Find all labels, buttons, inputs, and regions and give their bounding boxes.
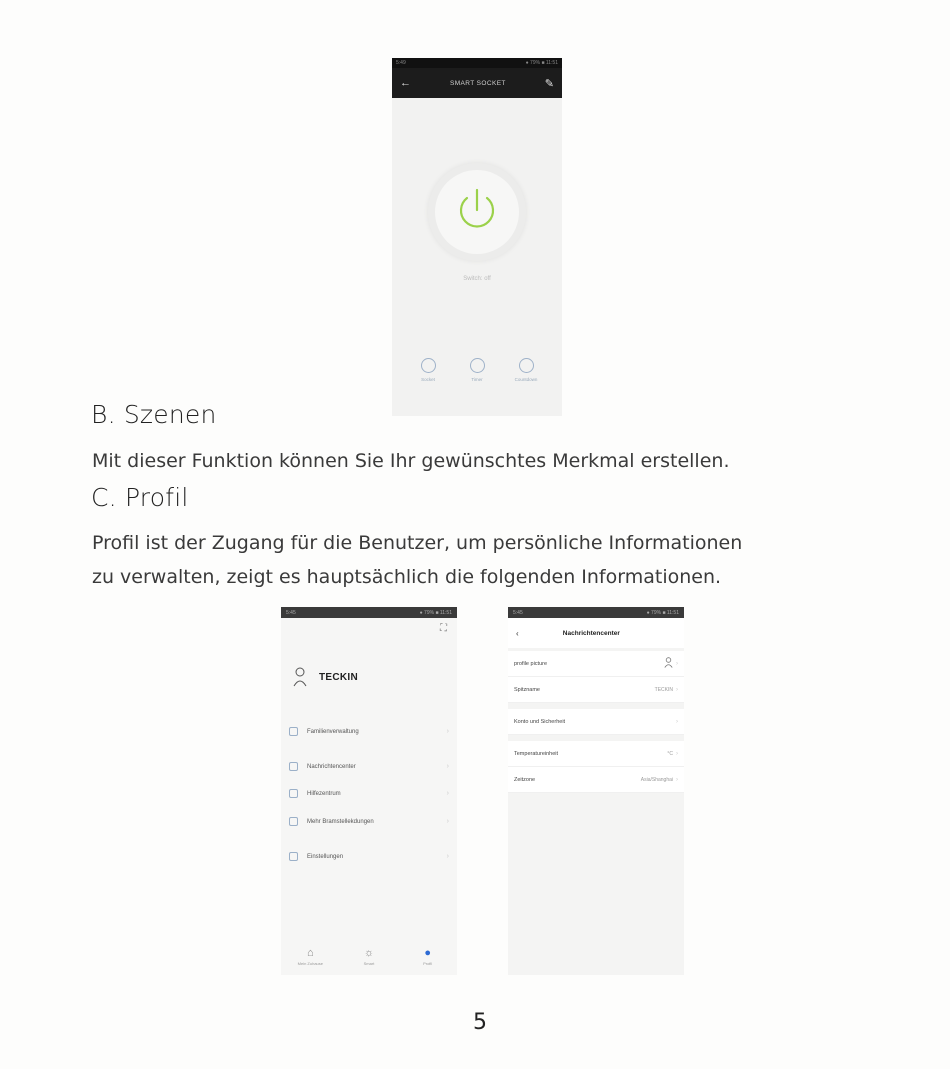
- tab-label: Mein Zuhause: [297, 961, 323, 966]
- menu-item-nachrichtencenter[interactable]: [289, 762, 449, 771]
- row-value: TECKIN: [654, 686, 673, 693]
- chevron-right-icon: ›: [676, 718, 678, 725]
- row-label: Spitzname: [514, 686, 540, 693]
- edit-pencil-icon[interactable]: ✎: [544, 77, 554, 90]
- status-time: 5:45: [513, 609, 523, 616]
- menu-item-mehr[interactable]: [289, 817, 449, 826]
- chevron-right-icon: ›: [676, 660, 678, 667]
- smart-tab-icon: ☼: [363, 947, 375, 959]
- tab-smart[interactable]: [349, 947, 389, 966]
- tab-profil[interactable]: [408, 947, 448, 966]
- row-profile-picture[interactable]: [508, 651, 684, 677]
- tool-socket[interactable]: [408, 358, 448, 382]
- power-button-face: [435, 170, 519, 254]
- chevron-right-icon: ›: [446, 728, 449, 735]
- row-label: Konto und Sicherheit: [514, 718, 566, 725]
- status-indicators: ● 79% ■ 11:51: [646, 609, 679, 616]
- avatar-icon: [664, 657, 673, 670]
- tool-timer[interactable]: [457, 358, 497, 382]
- menu-label: Mehr Bramstellekdungen: [307, 818, 374, 825]
- smart-socket-screenshot: [392, 58, 562, 416]
- szenen-description: Mit dieser Funktion können Sie Ihr gewünschtes Merkmal erstellen.: [92, 450, 730, 472]
- timer-icon: [470, 358, 485, 373]
- row-label: Temperatureinheit: [514, 750, 559, 757]
- app-bar: [392, 68, 562, 98]
- back-chevron-icon[interactable]: ‹: [516, 628, 519, 638]
- heading-profil: C. Profil: [91, 483, 189, 512]
- back-arrow-icon[interactable]: ←: [400, 77, 411, 89]
- settings-icon: [289, 852, 298, 861]
- row-label: profile picture: [514, 660, 548, 667]
- headset-icon: [289, 817, 298, 826]
- tool-label: Countdown: [514, 377, 538, 382]
- chevron-right-icon: ›: [446, 790, 449, 797]
- tab-label: Smart: [363, 961, 375, 966]
- heading-szenen: B. Szenen: [91, 400, 217, 429]
- switch-icon: [421, 358, 436, 373]
- menu-item-familienverwaltung[interactable]: [289, 727, 449, 736]
- menu-label: Einstellungen: [307, 853, 344, 860]
- user-name: TECKIN: [319, 671, 359, 683]
- row-value: Asia/Shanghai: [640, 776, 673, 783]
- power-button[interactable]: [428, 163, 526, 261]
- chevron-right-icon: ›: [446, 818, 449, 825]
- menu-label: Nachrichtencenter: [307, 763, 356, 770]
- settings-group-preferences: [508, 741, 684, 793]
- tool-label: Socket: [421, 377, 435, 382]
- status-indicators: ● 79% ■ 11:51: [419, 609, 452, 616]
- profil-description-line1: Profil ist der Zugang für die Benutzer, um persönliche Informationen: [92, 532, 743, 554]
- profile-header[interactable]: [293, 667, 358, 687]
- home-tab-icon: ⌂: [307, 947, 314, 959]
- chevron-right-icon: ›: [676, 776, 678, 783]
- page-number: 5: [473, 1010, 487, 1035]
- chevron-right-icon: ›: [676, 686, 678, 693]
- chevron-right-icon: ›: [446, 853, 449, 860]
- profile-tab-icon: ●: [424, 947, 431, 959]
- status-bar: [508, 607, 684, 618]
- chevron-right-icon: ›: [676, 750, 678, 757]
- tool-label: Timer: [471, 377, 483, 382]
- tab-label: Profil: [423, 961, 433, 966]
- chevron-right-icon: ›: [446, 763, 449, 770]
- settings-group-profile: [508, 651, 684, 703]
- status-time: 5:45: [286, 609, 296, 616]
- row-temperatureinheit[interactable]: [508, 741, 684, 767]
- home-icon: [289, 727, 298, 736]
- row-value: °C: [667, 750, 673, 757]
- profil-description-line2: zu verwalten, zeigt es hauptsächlich die folgenden Informationen.: [92, 566, 722, 588]
- status-bar: [281, 607, 457, 618]
- message-icon: [289, 762, 298, 771]
- power-icon: [455, 188, 499, 236]
- menu-label: Familienverwaltung: [307, 728, 359, 735]
- help-icon: [289, 789, 298, 798]
- status-indicators: ● 79% ■ 11:51: [525, 60, 558, 66]
- row-spitzname[interactable]: [508, 677, 684, 703]
- tool-countdown[interactable]: [506, 358, 546, 382]
- status-bar: [392, 58, 562, 68]
- profile-screenshot: [281, 607, 457, 975]
- row-zeitzone[interactable]: [508, 767, 684, 793]
- row-konto-sicherheit[interactable]: [508, 709, 684, 735]
- menu-label: Hilfezentrum: [307, 790, 341, 797]
- row-label: Zeitzone: [514, 776, 536, 783]
- menu-item-einstellungen[interactable]: [289, 852, 449, 861]
- nachrichtencenter-screenshot: [508, 607, 684, 975]
- scan-icon[interactable]: ⛶: [440, 623, 447, 634]
- tab-mein-zuhause[interactable]: [290, 947, 330, 966]
- bottom-tab-bar: [281, 941, 457, 975]
- user-avatar-icon: [293, 667, 307, 687]
- app-title: SMART SOCKET: [449, 79, 506, 87]
- settings-group-account: [508, 709, 684, 735]
- status-time: 5:49: [396, 60, 406, 66]
- screen-title: Nachrichtencenter: [562, 629, 620, 637]
- switch-state-label: Switch: off: [463, 276, 491, 282]
- nav-header: [508, 618, 684, 648]
- clock-icon: [519, 358, 534, 373]
- menu-item-hilfezentrum[interactable]: [289, 789, 449, 798]
